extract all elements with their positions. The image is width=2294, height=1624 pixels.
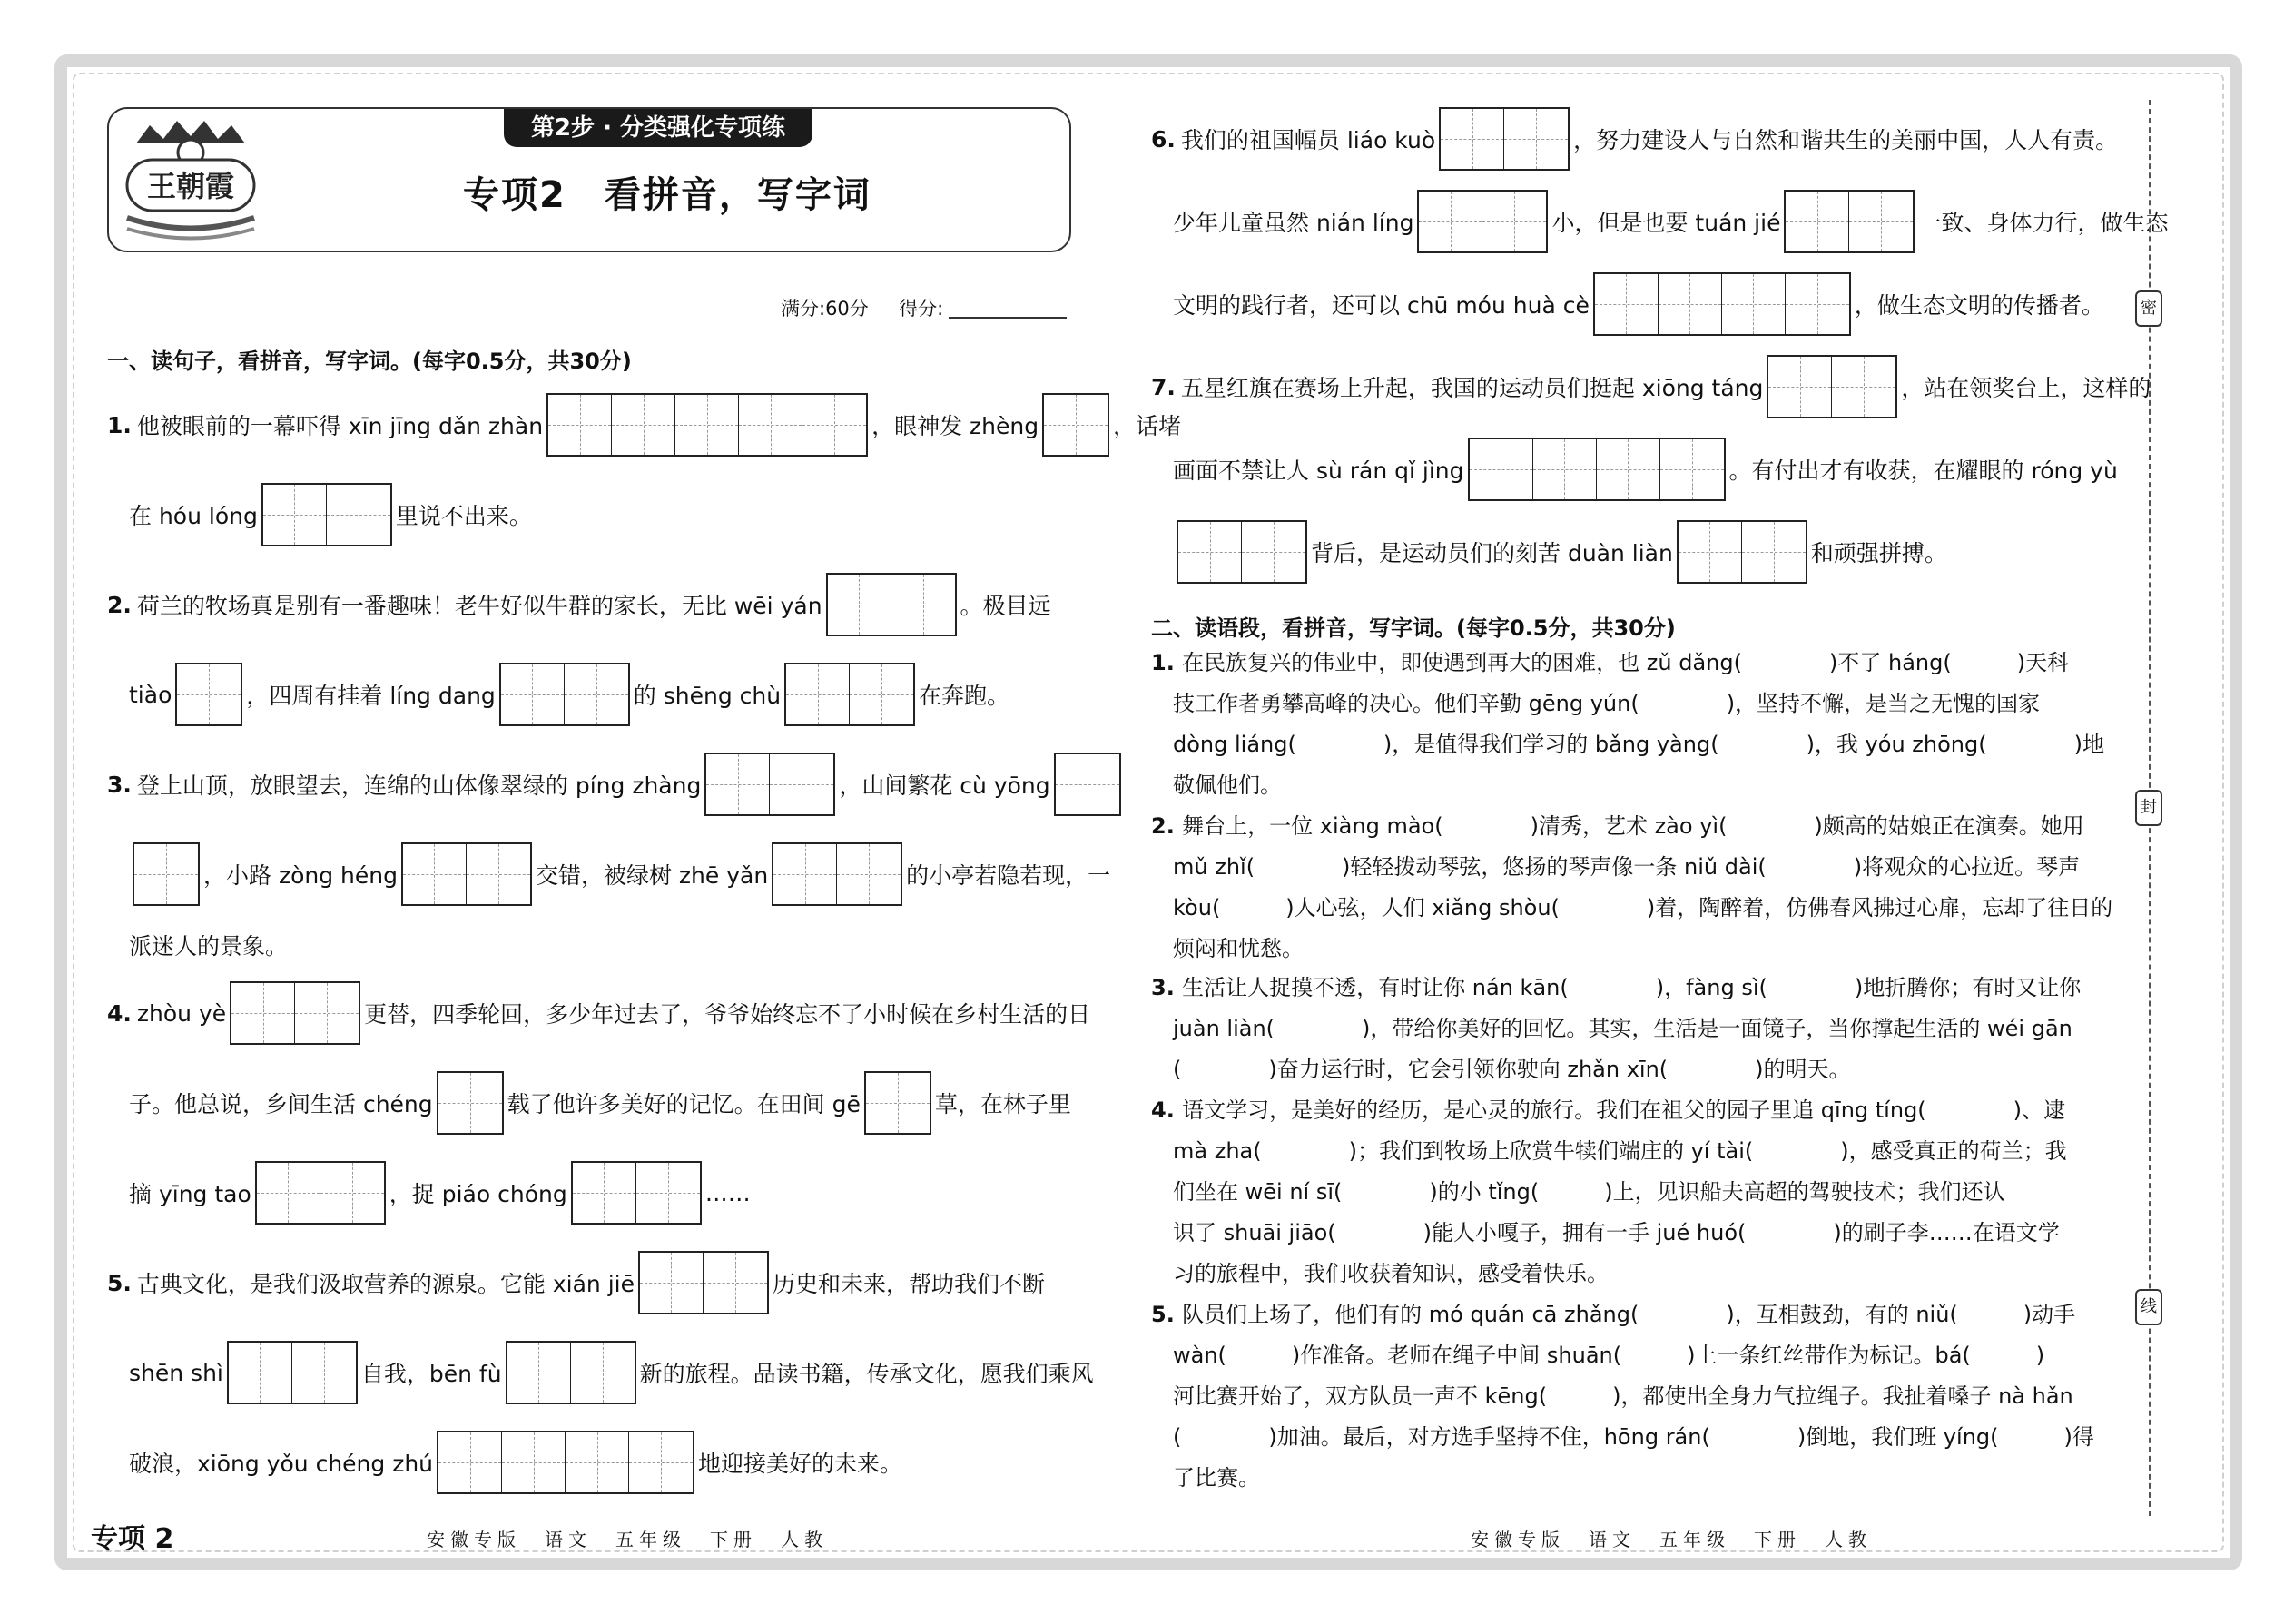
answer-boxes[interactable]	[1439, 107, 1570, 171]
q4-line1: 4. zhòu yè 更替，四季轮回，多少年过去了，爷爷始终忘不了小时候在乡村生活的日	[107, 981, 1090, 1045]
cut-label-mi: 密	[2135, 290, 2162, 327]
footer-section-label: 专项 2	[91, 1523, 174, 1555]
answer-boxes[interactable]	[506, 1341, 636, 1404]
cut-label-feng: 封	[2135, 790, 2162, 826]
q5-line1: 5. 古典文化，是我们汲取营养的源泉。它能 xián jiē 历史和未来，帮助我们不断	[107, 1251, 1045, 1314]
q3-line3: 派迷人的景象。	[129, 933, 289, 960]
score-line	[781, 294, 1067, 321]
answer-boxes[interactable]	[1784, 190, 1915, 253]
answer-boxes[interactable]	[1468, 438, 1726, 501]
answer-boxes[interactable]	[1767, 355, 1897, 418]
q1-line1: 1. 他被眼前的一幕吓得 xīn jīng dǎn zhàn ，眼神发 zhèng ，话堵	[107, 393, 1181, 457]
answer-boxes[interactable]	[1677, 520, 1807, 584]
q6-line1: 6. 我们的祖国幅员 liáo kuò ，努力建设人与自然和谐共生的美丽中国，人人有责。	[1151, 107, 2118, 171]
q6-line2: 少年儿童虽然 nián líng 小，但是也要 tuán jié 一致、身体力行，做生态	[1173, 190, 2168, 253]
q3-line1: 3. 登上山顶，放眼望去，连绵的山体像翠绿的 píng zhàng ，山间繁花 cù yōng	[107, 753, 1125, 816]
q4-line3: 摘 yīng tao ，捉 piáo chóng ……	[129, 1161, 751, 1225]
score-label: 得分:	[899, 298, 944, 320]
answer-boxes[interactable]	[437, 1071, 504, 1135]
page-title: 专项2 看拼音，写字词	[463, 174, 871, 216]
footer-info-left: 安徽专版 语文 五年级 下册 人教	[427, 1529, 828, 1550]
answer-boxes[interactable]	[772, 842, 902, 906]
paragraph-5: 5. 队员们上场了，他们有的 mó quán cā zhǎng( )，互相鼓劲，有的 niǔ( )动手 wàn( )作准备。老师在绳子中间 shuān( )上一条红丝带作为标记。bá( ) 河比赛开始了，双方队员一声不 kēng( )，都使出全身力气拉绳子。我扯着嗓子 nà hǎn ( )加油。最后，对方选手坚持不住，hōng rán( )倒地，我们班 yíng( )得 了比赛。	[1151, 1302, 2094, 1491]
answer-boxes[interactable]	[546, 393, 868, 457]
answer-boxes[interactable]	[401, 842, 532, 906]
paragraph-4: 4. 语文学习，是美好的经历，是心灵的旅行。我们在祖父的园子里追 qīng tíng( )、逮 mà zha( )；我们到牧场上欣赏牛犊们端庄的 yí tài( )，感受真正的荷兰；我 们坐在 wēi ní sī( )的小 tǐng( )上，见识船夫高超的驾驶技术；我们还认 识了 shuāi jiāo( )能人小嘎子，拥有一手 jué huó( )的刷子李……在语文学 习的旅程中，我们收获着知识，感受着快乐。	[1151, 1097, 2067, 1286]
publisher-logo	[118, 116, 263, 243]
answer-boxes[interactable]	[175, 663, 242, 726]
answer-boxes[interactable]	[227, 1341, 358, 1404]
q1-line2: 在 hóu lóng 里说不出来。	[129, 483, 532, 546]
answer-boxes[interactable]	[864, 1071, 931, 1135]
step-tab: 第2步 · 分类强化专项练	[504, 109, 812, 147]
q5-line2: shēn shì 自我，bēn fù 新的旅程。品读书籍，传承文化，愿我们乘风	[129, 1341, 1094, 1404]
q4-line2: 子。他总说，乡间生活 chéng 载了他许多美好的记忆。在田间 gē 草，在林子里	[129, 1071, 1071, 1135]
answer-boxes[interactable]	[133, 842, 200, 906]
answer-boxes[interactable]	[261, 483, 392, 546]
answer-boxes[interactable]	[571, 1161, 702, 1225]
answer-boxes[interactable]	[1054, 753, 1121, 816]
answer-boxes[interactable]	[255, 1161, 386, 1225]
q6-line3: 文明的践行者，还可以 chū móu huà cè ，做生态文明的传播者。	[1173, 272, 2104, 336]
q7-line3: 背后，是运动员们的刻苦 duàn liàn 和顽强拼搏。	[1173, 520, 1947, 584]
answer-boxes[interactable]	[499, 663, 630, 726]
answer-boxes[interactable]	[437, 1431, 694, 1494]
paragraph-1: 1. 在民族复兴的伟业中，即使遇到再大的困难，也 zǔ dǎng( )不了 háng( )天科 技工作者勇攀高峰的决心。他们辛勤 gēng yún( )，坚持不懈，是当之无愧的国家 dòng liáng( )，是值得我们学习的 bǎng yàng( )，我 yóu zhōng( )地 敬佩他们。	[1151, 650, 2104, 798]
answer-boxes[interactable]	[1042, 393, 1109, 457]
q7-line2: 画面不禁让人 sù rán qǐ jìng 。有付出才有收获，在耀眼的 róng yù	[1173, 438, 2118, 501]
answer-boxes[interactable]	[1593, 272, 1851, 336]
paragraph-3: 3. 生活让人捉摸不透，有时让你 nán kān( )，fàng sì( )地折腾你；有时又让你 juàn liàn( )，带给你美好的回忆。其实，生活是一面镜子，当你撑起生活的 wéi gān ( )奋力运行时，它会引领你驶向 zhǎn xīn( )的明天。	[1151, 975, 2082, 1082]
answer-boxes[interactable]	[638, 1251, 769, 1314]
answer-boxes[interactable]	[230, 981, 360, 1045]
answer-boxes[interactable]	[784, 663, 915, 726]
paragraph-2: 2. 舞台上，一位 xiàng mào( )清秀，艺术 zào yì( )颇高的姑娘正在演奏。她用 mǔ zhǐ( )轻轻拨动琴弦，悠扬的琴声像一条 niǔ dài( )将观众的心拉近。琴声 kòu( )人心弦，人们 xiǎng shòu( )着，陶醉着，仿佛春风拂过心扉，忘却了往日的 烦闷和忧愁。	[1151, 813, 2113, 961]
q3-line2: ，小路 zòng héng 交错，被绿树 zhē yǎn 的小亭若隐若现，一	[129, 842, 1110, 906]
q2-line2: tiào ，四周有挂着 líng dang 的 shēng chù 在奔跑。	[129, 663, 1009, 726]
section2-title: 二、读语段，看拼音，写字词。(每字0.5分，共30分)	[1151, 615, 1676, 641]
answer-boxes[interactable]	[826, 573, 957, 636]
answer-boxes[interactable]	[1177, 520, 1307, 584]
q2-line1: 2. 荷兰的牧场真是别有一番趣味！老牛好似牛群的家长，无比 wēi yán 。极目远	[107, 573, 1051, 636]
section1-title: 一、读句子，看拼音，写字词。(每字0.5分，共30分)	[107, 349, 632, 374]
cut-label-xian: 线	[2135, 1289, 2162, 1325]
answer-boxes[interactable]	[704, 753, 835, 816]
footer-info-right: 安徽专版 语文 五年级 下册 人教	[1471, 1529, 1872, 1550]
q-number: 1.	[107, 411, 132, 438]
svg-text:王朝霞: 王朝霞	[146, 169, 235, 203]
full-score: 满分:60分	[781, 298, 869, 320]
answer-boxes[interactable]	[1417, 190, 1548, 253]
score-blank[interactable]	[949, 317, 1067, 319]
q7-line1: 7. 五星红旗在赛场上升起，我国的运动员们挺起 xiōng táng ，站在领奖台上，这样的	[1151, 355, 2151, 418]
q5-line3: 破浪，xiōng yǒu chéng zhú 地迎接美好的未来。	[129, 1431, 902, 1494]
